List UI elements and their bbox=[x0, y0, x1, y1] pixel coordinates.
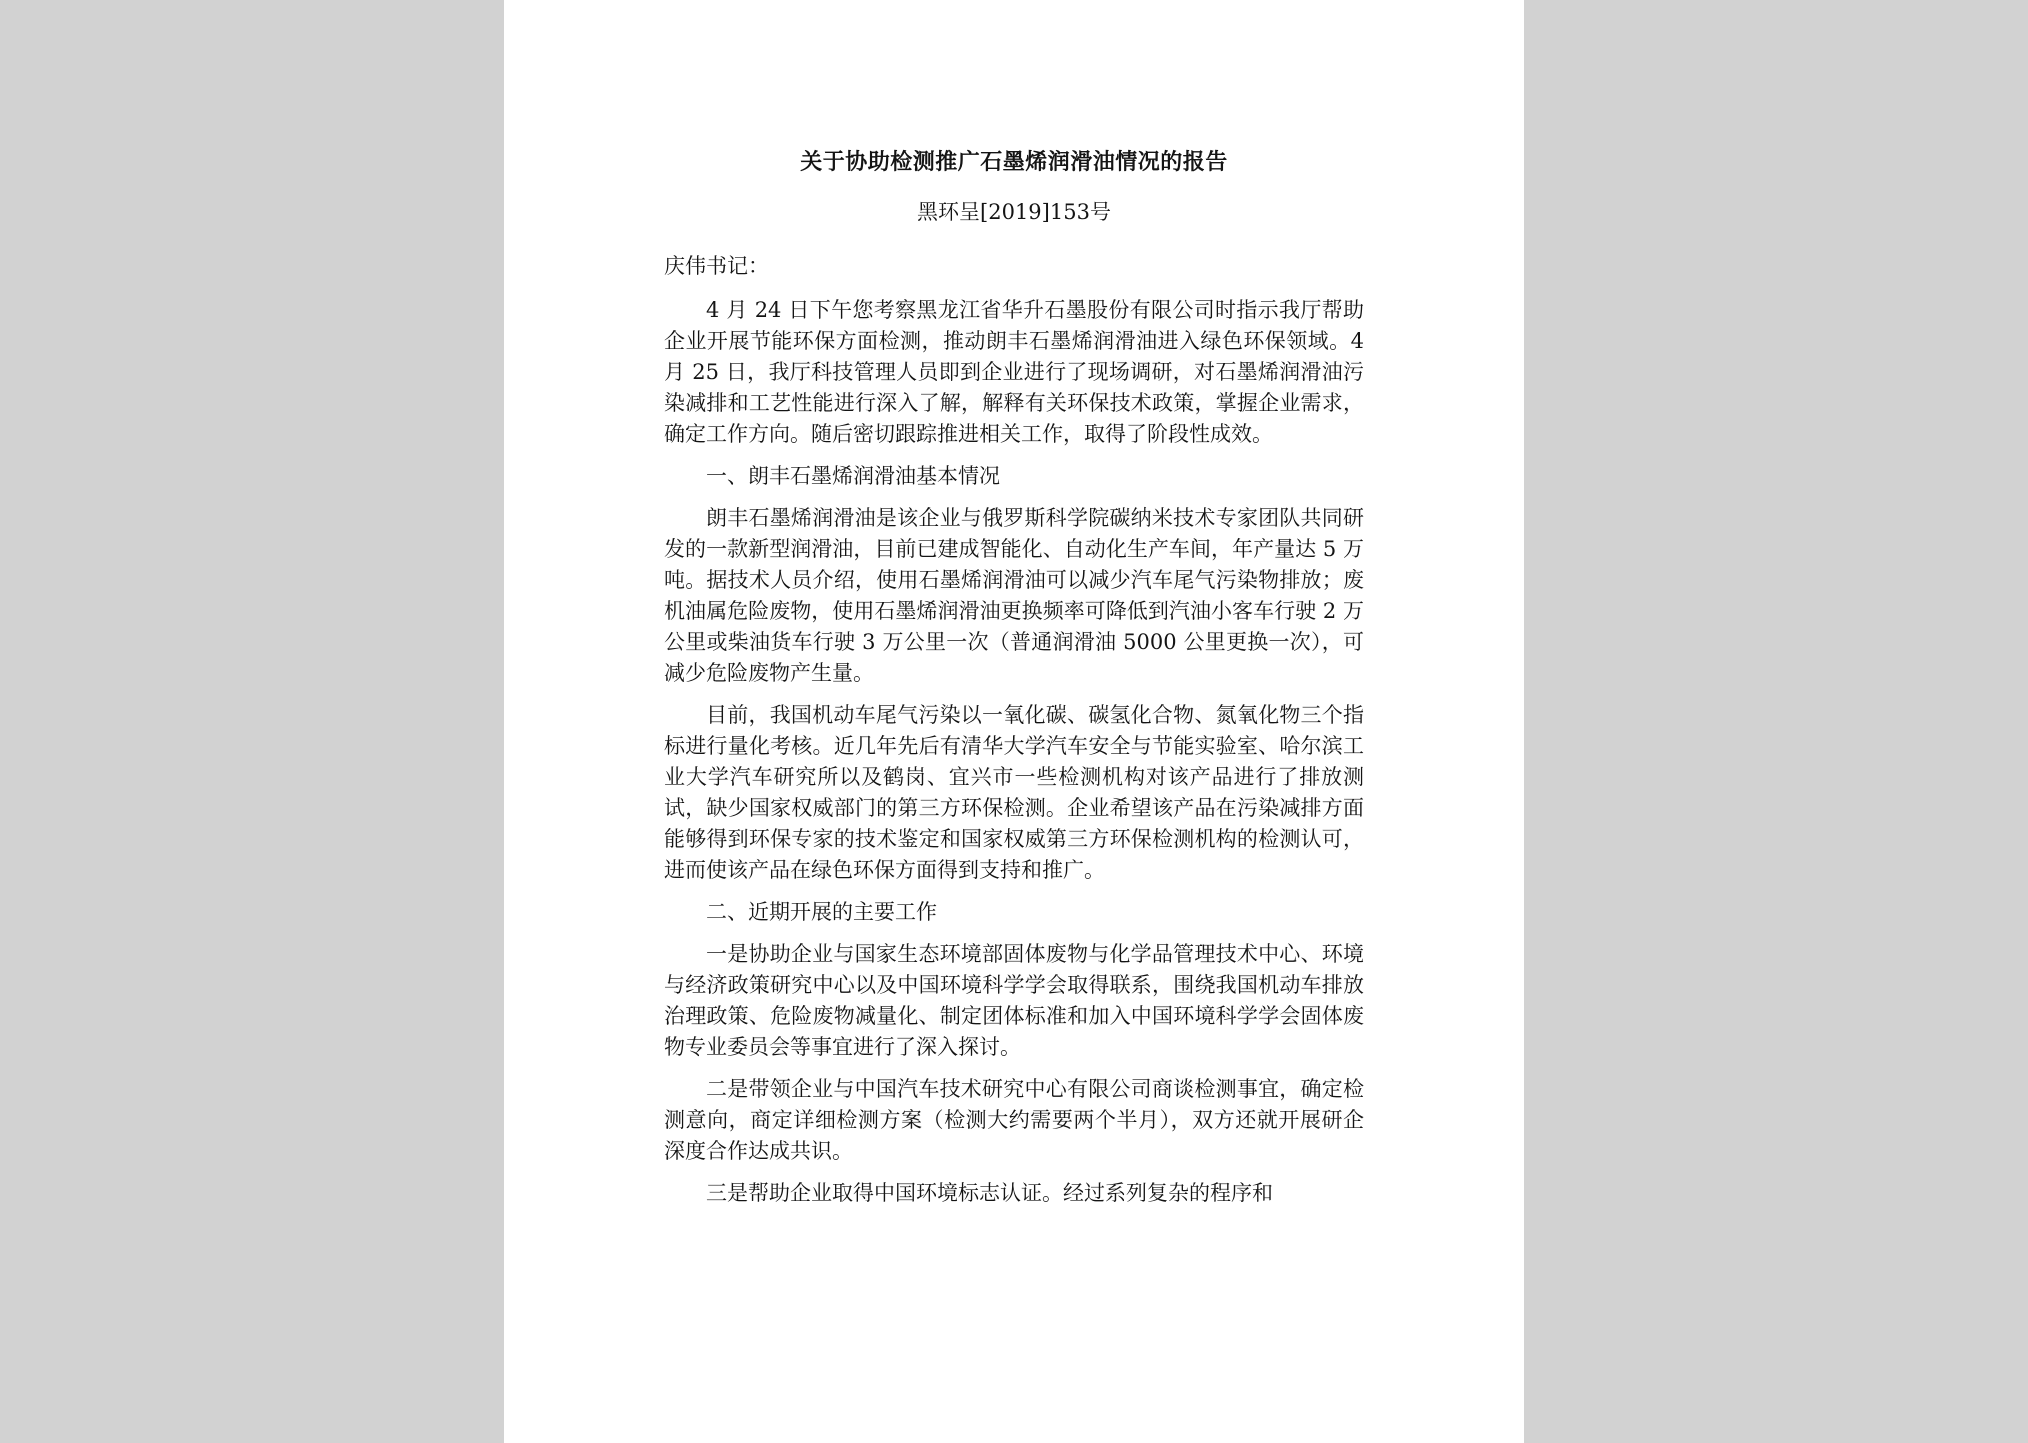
section-heading-1: 一、朗丰石墨烯润滑油基本情况 bbox=[706, 464, 1000, 488]
paragraph-work-item-1: 一是协助企业与国家生态环境部固体废物与化学品管理技术中心、环境与经济政策研究中心以及中国环境科学学会取得联系，围绕我国机动车排放治理政策、危险废物减量化、制定团体标准和加入中国环境科学学会固体废物专业委员会等事宜进行了深入探讨。 bbox=[664, 942, 1364, 1059]
paragraph-product-overview: 朗丰石墨烯润滑油是该企业与俄罗斯科学院碳纳米技术专家团队共同研发的一款新型润滑油，目前已建成智能化、自动化生产车间，年产量达 5 万吨。据技术人员介绍，使用石墨烯润滑油可以减少汽车尾气污染物排放；废机油属危险废物，使用石墨烯润滑油更换频率可降低到汽油小客车行驶 2 万公里或柴油货车行驶 3 万公里一次（普通润滑油 5000 公里更换一次），可减少危险废物产生量。 bbox=[664, 506, 1364, 685]
document-number: 黑环呈[2019]153号 bbox=[917, 200, 1111, 224]
section-heading-2: 二、近期开展的主要工作 bbox=[706, 900, 937, 924]
paragraph-current-status: 目前，我国机动车尾气污染以一氧化碳、碳氢化合物、氮氧化物三个指标进行量化考核。近几年先后有清华大学汽车安全与节能实验室、哈尔滨工业大学汽车研究所以及鹤岗、宜兴市一些检测机构对该产品进行了排放测试，缺少国家权威部门的第三方环保检测。企业希望该产品在污染减排方面能够得到环保专家的技术鉴定和国家权威第三方环保检测机构的检测认可，进而使该产品在绿色环保方面得到支持和推广。 bbox=[664, 703, 1364, 882]
paragraph-intro: 4 月 24 日下午您考察黑龙江省华升石墨股份有限公司时指示我厅帮助企业开展节能环保方面检测，推动朗丰石墨烯润滑油进入绿色环保领域。4 月 25 日，我厅科技管理人员即到企业进行了现场调研，对石墨烯润滑油污染减排和工艺性能进行深入了解，解释有关环保技术政策，掌握企业需求，确定工作方向。随后密切跟踪推进相关工作，取得了阶段性成效。 bbox=[664, 298, 1364, 446]
document-title: 关于协助检测推广石墨烯润滑油情况的报告 bbox=[800, 149, 1228, 175]
document-page bbox=[504, 0, 1524, 1443]
paragraph-work-item-3: 三是帮助企业取得中国环境标志认证。经过系列复杂的程序和 bbox=[706, 1181, 1273, 1205]
salutation: 庆伟书记： bbox=[664, 254, 769, 278]
paragraph-work-item-2: 二是带领企业与中国汽车技术研究中心有限公司商谈检测事宜，确定检测意向，商定详细检测方案（检测大约需要两个半月），双方还就开展研企深度合作达成共识。 bbox=[664, 1077, 1364, 1163]
document-body bbox=[664, 140, 1364, 1209]
